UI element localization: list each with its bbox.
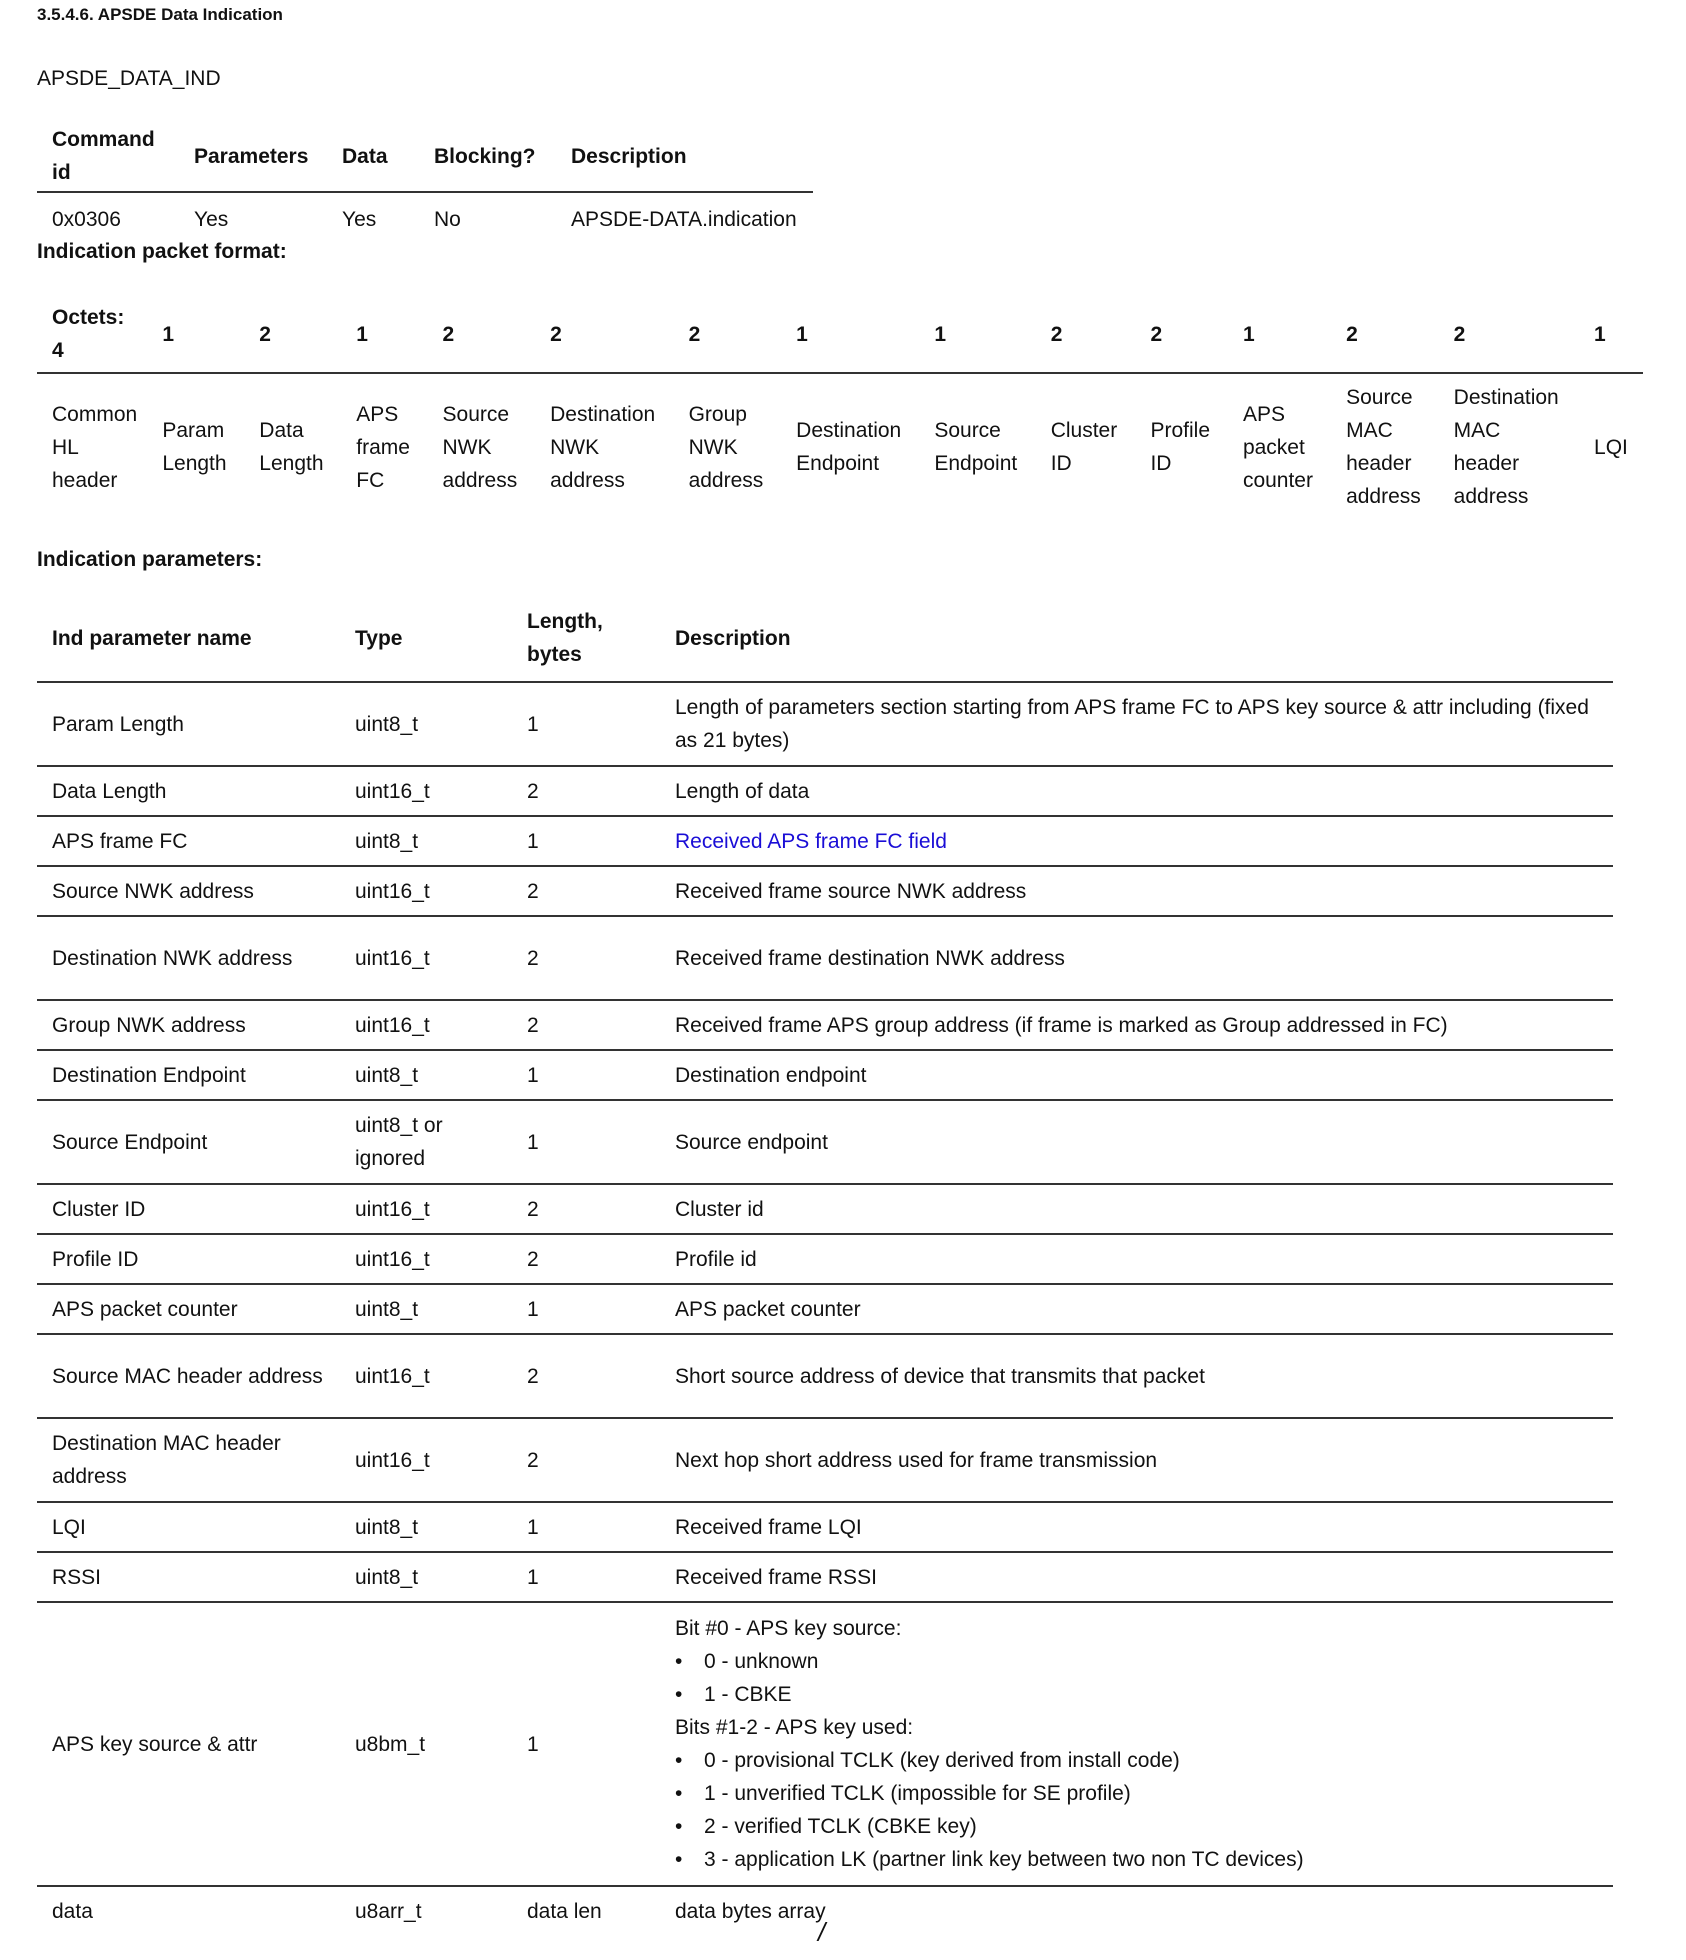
section-title: 3.5.4.6. APSDE Data Indication bbox=[37, 5, 283, 24]
cell-blocking: No bbox=[434, 207, 461, 231]
param-length-cell: 1 bbox=[512, 1502, 660, 1552]
parameter-row bbox=[37, 1418, 1613, 1502]
param-description-cell: Length of data bbox=[660, 766, 1613, 816]
param-name-cell: APS key source & attr bbox=[37, 1602, 340, 1886]
parameter-row bbox=[37, 1234, 1613, 1284]
param-name-cell: LQI bbox=[37, 1502, 340, 1552]
header-param-name: Ind parameter name bbox=[37, 595, 340, 682]
param-type-cell: uint16_t bbox=[340, 1234, 512, 1284]
parameter-row bbox=[37, 1100, 1613, 1184]
octet-size-cell: 1 bbox=[1579, 296, 1643, 373]
command-name: APSDE_DATA_IND bbox=[37, 67, 221, 90]
param-length-cell: 1 bbox=[512, 1100, 660, 1184]
param-description-cell: Next hop short address used for frame transmission bbox=[660, 1418, 1613, 1502]
description-bullet: • 3 - application LK (partner link key between two non TC devices) bbox=[675, 1843, 1598, 1876]
param-type-cell: uint8_t bbox=[340, 682, 512, 766]
parameter-row bbox=[37, 1184, 1613, 1234]
param-description-cell: Source endpoint bbox=[660, 1100, 1613, 1184]
packet-format-table bbox=[37, 296, 1643, 520]
param-length-cell: 2 bbox=[512, 1334, 660, 1418]
octet-size-cell: 2 bbox=[1439, 296, 1579, 373]
packet-field-cell: Source Endpoint bbox=[934, 419, 1018, 475]
packet-field-cell: LQI bbox=[1594, 435, 1628, 459]
param-name-cell: Destination NWK address bbox=[37, 916, 340, 1000]
param-length-cell: 2 bbox=[512, 1418, 660, 1502]
command-table-row bbox=[37, 192, 813, 245]
octet-size-cell: 2 bbox=[1036, 296, 1136, 373]
param-description-cell: Profile id bbox=[660, 1234, 1613, 1284]
description-bullet: • 2 - verified TCLK (CBKE key) bbox=[675, 1810, 1598, 1843]
octet-size-cell: 1 bbox=[147, 296, 244, 373]
parameters-table bbox=[37, 595, 1613, 1935]
packet-field-cell: APS frame FC bbox=[356, 402, 410, 492]
param-name-cell: Profile ID bbox=[37, 1234, 340, 1284]
param-type-cell: uint8_t bbox=[340, 1502, 512, 1552]
param-length-cell: 2 bbox=[512, 766, 660, 816]
header-length: Length, bytes bbox=[512, 595, 660, 682]
description-bullet: • 1 - CBKE bbox=[675, 1678, 1598, 1711]
param-name-cell: Source NWK address bbox=[37, 866, 340, 916]
octet-size: 4 bbox=[52, 339, 64, 362]
octets-row bbox=[37, 296, 1643, 373]
parameter-row bbox=[37, 1602, 1613, 1886]
description-line: Bit #0 - APS key source: bbox=[675, 1617, 902, 1640]
param-length-cell: 2 bbox=[512, 866, 660, 916]
packet-field-cell: Group NWK address bbox=[688, 402, 764, 492]
param-description-cell: Length of parameters section starting from APS frame FC to APS key source & attr including (fixed as 21 bytes) bbox=[660, 682, 1613, 766]
packet-field-cell: Source MAC header address bbox=[1346, 386, 1421, 508]
packet-field-cell: Param Length bbox=[162, 419, 227, 475]
packet-field-cell: Data Length bbox=[259, 419, 324, 475]
description-line: Bits #1-2 - APS key used: bbox=[675, 1716, 914, 1739]
octet-size-cell: 2 bbox=[535, 296, 673, 373]
page-marker: / bbox=[818, 1917, 826, 1947]
param-name-cell: APS packet counter bbox=[37, 1284, 340, 1334]
param-length-cell: 2 bbox=[512, 1000, 660, 1050]
parameter-row bbox=[37, 1284, 1613, 1334]
param-length-cell: 2 bbox=[512, 916, 660, 1000]
param-type-cell: uint8_t bbox=[340, 1284, 512, 1334]
param-length-cell: 2 bbox=[512, 1184, 660, 1234]
packet-field-cell: Destination MAC header address bbox=[1453, 386, 1559, 508]
param-type-cell: uint16_t bbox=[340, 1184, 512, 1234]
param-type-cell: u8arr_t bbox=[355, 1899, 422, 1923]
param-length-cell: 1 bbox=[512, 1050, 660, 1100]
param-length-cell: 2 bbox=[512, 1234, 660, 1284]
param-length-cell: data len bbox=[527, 1899, 602, 1923]
octet-size-cell: 2 bbox=[1331, 296, 1439, 373]
param-length-cell: 1 bbox=[512, 1284, 660, 1334]
parameter-row bbox=[37, 1502, 1613, 1552]
param-description-cell bbox=[660, 1602, 1613, 1886]
parameter-row bbox=[37, 1050, 1613, 1100]
parameter-row bbox=[37, 1334, 1613, 1418]
header-description: Description bbox=[556, 123, 813, 192]
param-type-cell: uint16_t bbox=[340, 916, 512, 1000]
octet-size-cell bbox=[37, 296, 147, 373]
param-description-cell: Cluster id bbox=[660, 1184, 1613, 1234]
octet-size-cell: 2 bbox=[428, 296, 536, 373]
param-description-cell: Short source address of device that transmits that packet bbox=[660, 1334, 1613, 1418]
param-name-cell: RSSI bbox=[37, 1552, 340, 1602]
param-name-cell: APS frame FC bbox=[37, 816, 340, 866]
aps-frame-fc-link[interactable]: Received APS frame FC field bbox=[660, 816, 1613, 866]
param-type-cell: uint16_t bbox=[340, 766, 512, 816]
octet-size-cell: 2 bbox=[674, 296, 782, 373]
description-bullet: • 0 - provisional TCLK (key derived from install code) bbox=[675, 1744, 1598, 1777]
param-type-cell: uint8_t bbox=[340, 1552, 512, 1602]
param-name-cell: Cluster ID bbox=[37, 1184, 340, 1234]
param-description-cell: Received frame LQI bbox=[660, 1502, 1613, 1552]
param-type-cell: uint16_t bbox=[340, 866, 512, 916]
packet-format-heading: Indication packet format: bbox=[37, 240, 287, 263]
parameters-table-header bbox=[37, 595, 1613, 682]
octet-size-cell: 1 bbox=[341, 296, 427, 373]
cell-data: Yes bbox=[342, 207, 377, 231]
param-length-cell: 1 bbox=[512, 1552, 660, 1602]
param-name-cell: Source Endpoint bbox=[37, 1100, 340, 1184]
description-bullet: • 0 - unknown bbox=[675, 1645, 1598, 1678]
cell-command-id: 0x0306 bbox=[52, 207, 121, 231]
cell-description: APSDE-DATA.indication bbox=[571, 207, 797, 231]
param-length-cell: 1 bbox=[512, 682, 660, 766]
param-type-cell: uint16_t bbox=[340, 1334, 512, 1418]
param-name-cell: Group NWK address bbox=[37, 1000, 340, 1050]
param-description-cell: APS packet counter bbox=[660, 1284, 1613, 1334]
header-description: Description bbox=[660, 595, 1613, 682]
packet-field-cell: Common HL header bbox=[52, 402, 138, 492]
octet-size-cell: 1 bbox=[919, 296, 1035, 373]
param-name-cell: data bbox=[52, 1899, 93, 1923]
header-data: Data bbox=[327, 123, 419, 192]
parameter-row bbox=[37, 766, 1613, 816]
param-description-cell: data bytes array bbox=[675, 1899, 826, 1923]
header-parameters: Parameters bbox=[179, 123, 327, 192]
param-length-cell: 1 bbox=[512, 816, 660, 866]
parameter-row bbox=[37, 1552, 1613, 1602]
param-description-cell: Received frame source NWK address bbox=[660, 866, 1613, 916]
parameter-row bbox=[37, 816, 1613, 866]
param-description-cell: Received frame APS group address (if frame is marked as Group addressed in FC) bbox=[660, 1000, 1613, 1050]
packet-field-cell: Destination NWK address bbox=[550, 402, 656, 492]
octet-size-cell: 1 bbox=[1228, 296, 1331, 373]
param-type-cell: uint16_t bbox=[340, 1000, 512, 1050]
param-description-cell: Destination endpoint bbox=[660, 1050, 1613, 1100]
description-bullet: • 1 - unverified TCLK (impossible for SE profile) bbox=[675, 1777, 1598, 1810]
parameter-row bbox=[37, 916, 1613, 1000]
param-type-cell: uint16_t bbox=[340, 1418, 512, 1502]
header-blocking: Blocking? bbox=[419, 123, 556, 192]
param-name-cell: Source MAC header address bbox=[37, 1334, 340, 1418]
packet-field-cell: Source NWK address bbox=[442, 402, 518, 492]
octets-label: Octets: bbox=[52, 306, 125, 329]
octet-size-cell: 2 bbox=[244, 296, 341, 373]
fields-row bbox=[37, 373, 1643, 520]
parameter-row bbox=[37, 1000, 1613, 1050]
header-type: Type bbox=[340, 595, 512, 682]
packet-field-cell: Destination Endpoint bbox=[796, 419, 902, 475]
parameter-row bbox=[37, 682, 1613, 766]
param-length-cell: 1 bbox=[512, 1602, 660, 1886]
param-name-cell: Destination MAC header address bbox=[37, 1418, 340, 1502]
cell-parameters: Yes bbox=[194, 207, 229, 231]
param-description-cell: Received frame destination NWK address bbox=[660, 916, 1613, 1000]
param-type-cell: uint8_t bbox=[340, 1050, 512, 1100]
command-table bbox=[37, 123, 813, 245]
parameters-heading: Indication parameters: bbox=[37, 548, 263, 571]
param-type-cell: uint8_t bbox=[340, 816, 512, 866]
param-type-cell: uint8_t or ignored bbox=[340, 1100, 512, 1184]
packet-field-cell: Cluster ID bbox=[1050, 419, 1118, 475]
header-command-id: Command id bbox=[37, 123, 179, 192]
param-type-cell: u8bm_t bbox=[340, 1602, 512, 1886]
param-name-cell: Data Length bbox=[37, 766, 340, 816]
octet-size-cell: 1 bbox=[781, 296, 919, 373]
param-description-cell: Received frame RSSI bbox=[660, 1552, 1613, 1602]
command-table-header bbox=[37, 123, 813, 192]
octet-size-cell: 2 bbox=[1135, 296, 1227, 373]
parameter-row bbox=[37, 866, 1613, 916]
param-name-cell: Param Length bbox=[37, 682, 340, 766]
packet-field-cell: APS packet counter bbox=[1242, 402, 1313, 492]
packet-field-cell: Profile ID bbox=[1150, 419, 1210, 475]
param-name-cell: Destination Endpoint bbox=[37, 1050, 340, 1100]
